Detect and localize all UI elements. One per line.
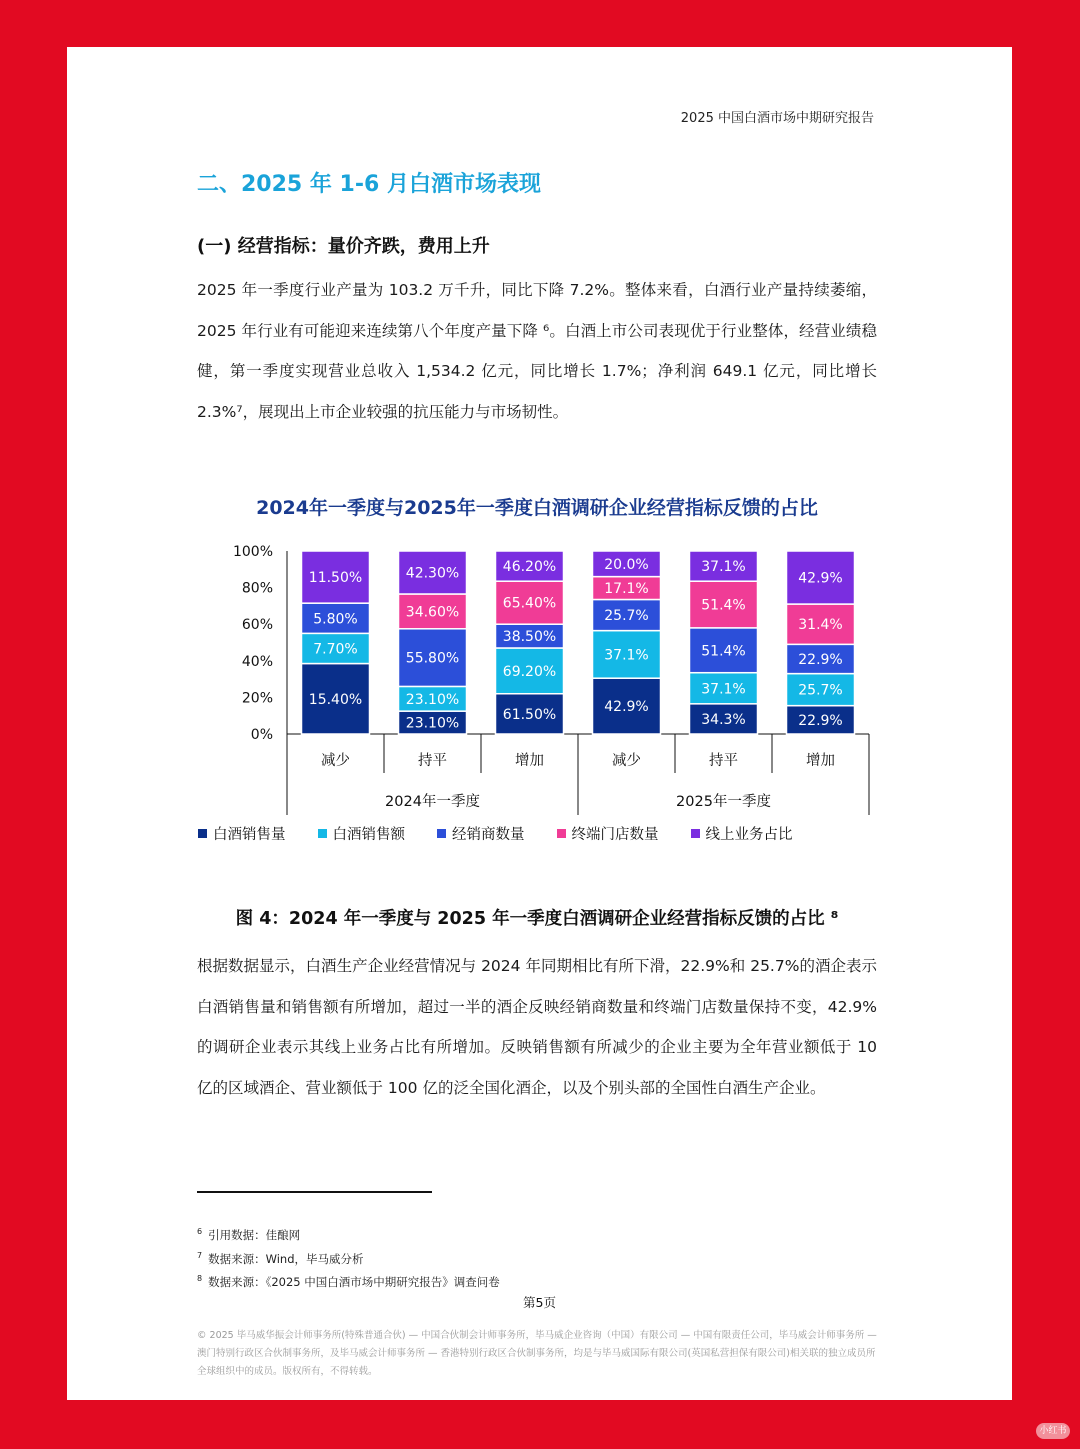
y-tick-label: 100% bbox=[232, 544, 273, 560]
footnotes bbox=[197, 1220, 500, 1291]
data-label: 42.9% bbox=[604, 699, 649, 716]
data-label: 25.7% bbox=[798, 682, 843, 699]
data-label: 42.9% bbox=[798, 570, 843, 587]
report-page bbox=[67, 47, 1012, 1400]
data-label: 34.60% bbox=[405, 604, 460, 621]
data-label: 55.80% bbox=[405, 650, 460, 667]
data-label: 22.9% bbox=[798, 712, 843, 729]
category-label: 减少 bbox=[321, 753, 350, 769]
legend-swatch bbox=[198, 829, 207, 838]
footnote-item: $^7$ 数据来源：Wind，毕马威分析 bbox=[197, 1250, 364, 1266]
sub-heading: (一) 经营指标：量价齐跌，费用上升 bbox=[197, 236, 490, 257]
y-tick-label: 60% bbox=[241, 617, 273, 634]
footnote-item: $^6$ 引用数据：佳酿网 bbox=[197, 1227, 301, 1242]
data-label: 37.1% bbox=[701, 681, 746, 698]
data-label: 15.40% bbox=[308, 691, 363, 708]
data-label: 34.3% bbox=[701, 711, 746, 728]
legend-swatch bbox=[557, 829, 566, 838]
legend-item: 线上业务占比 bbox=[691, 823, 793, 844]
report-header-title: 2025 中国白酒市场中期研究报告 bbox=[680, 111, 874, 126]
data-label: 38.50% bbox=[502, 629, 557, 646]
watermark-badge: 小红书 bbox=[1036, 1423, 1070, 1439]
legend-item: 终端门店数量 bbox=[557, 823, 659, 844]
legend-swatch bbox=[318, 829, 327, 838]
data-label: 51.4% bbox=[701, 643, 746, 660]
body-paragraph-1: 2025 年一季度行业产量为 103.2 万千升，同比下降 7.2%。整体来看，白酒行业产量持续萎缩，2025 年行业有可能迎来连续第八个年度产量下降 ⁶。白酒上市公司表现优于行业整体，经营业绩稳健，第一季度实现营业总收入 1,534.2 亿元，同比增长 1.7%；净利润 649.1 亿元，同比增长 2.3%⁷，展现出上市企业较强的抗压能力与市场韧性。 bbox=[197, 281, 877, 421]
data-label: 20.0% bbox=[604, 556, 649, 573]
legend-item: 经销商数量 bbox=[437, 823, 525, 844]
section-heading: 二、2025 年 1-6 月白酒市场表现 bbox=[197, 172, 541, 197]
legend-swatch bbox=[437, 829, 446, 838]
chart-title: 2024年一季度与2025年一季度白酒调研企业经营指标反馈的占比 bbox=[256, 497, 818, 519]
chart-legend bbox=[198, 823, 878, 844]
data-label: 65.40% bbox=[502, 595, 557, 612]
legend-swatch bbox=[691, 829, 700, 838]
data-label: 25.7% bbox=[604, 608, 649, 625]
category-label: 减少 bbox=[612, 753, 641, 769]
y-tick-label: 0% bbox=[250, 727, 273, 743]
data-label: 69.20% bbox=[502, 663, 557, 680]
data-label: 51.4% bbox=[701, 597, 746, 614]
category-label: 增加 bbox=[515, 753, 544, 769]
data-label: 11.50% bbox=[308, 570, 363, 587]
group-label: 2024年一季度 bbox=[385, 794, 480, 810]
y-tick-label: 40% bbox=[241, 653, 273, 670]
data-label: 23.10% bbox=[405, 715, 460, 732]
legend-item: 白酒销售量 bbox=[198, 823, 286, 844]
footnote-divider bbox=[197, 1191, 432, 1193]
figure-caption: 图 4：2024 年一季度与 2025 年一季度白酒调研企业经营指标反馈的占比 ⁸ bbox=[235, 909, 839, 929]
legend-item: 白酒销售额 bbox=[318, 823, 406, 844]
legal-notice: © 2025 毕马威华振会计师事务所(特殊普通合伙) — 中国合伙制会计师事务所，毕马威企业咨询（中国）有限公司 — 中国有限责任公司，毕马威会计师事务所 — 澳门特别行政区合伙制事务所，及毕马威会计师事务所 — 香港特别行政区合伙制事务所，均是与毕马威国际有限公司(英国私营担保有限公司)相关联的独立成员所全球组织中的成员。版权所有，不得转载。 bbox=[197, 1330, 877, 1377]
category-label: 持平 bbox=[709, 753, 738, 769]
data-label: 22.9% bbox=[798, 651, 843, 668]
stacked-bar-chart bbox=[217, 533, 957, 873]
data-label: 46.20% bbox=[502, 559, 557, 576]
data-label: 23.10% bbox=[405, 691, 460, 708]
data-label: 5.80% bbox=[313, 611, 358, 628]
data-label: 42.30% bbox=[405, 565, 460, 582]
data-label: 37.1% bbox=[604, 647, 649, 664]
footnote-item: $^8$ 数据来源：《2025 中国白酒市场中期研究报告》调查问卷 bbox=[197, 1274, 500, 1289]
data-label: 31.4% bbox=[798, 617, 843, 634]
page-number: 第5页 bbox=[523, 1295, 556, 1310]
data-label: 37.1% bbox=[701, 559, 746, 576]
group-label: 2025年一季度 bbox=[676, 794, 771, 810]
y-tick-label: 80% bbox=[241, 580, 273, 597]
data-label: 17.1% bbox=[604, 581, 649, 598]
body-paragraph-2: 根据数据显示，白酒生产企业经营情况与 2024 年同期相比有所下滑，22.9%和 25.7%的酒企表示白酒销售量和销售额有所增加，超过一半的酒企反映经销商数量和终端门店数量保持不变，42.9%的调研企业表示其线上业务占比有所增加。反映销售额有所减少的企业主要为全年营业额低于 10 亿的区域酒企、营业额低于 100 亿的泛全国化酒企，以及个别头部的全国性白酒生产企业。 bbox=[197, 957, 877, 1097]
y-tick-label: 20% bbox=[241, 690, 273, 707]
category-label: 持平 bbox=[418, 753, 447, 769]
data-label: 61.50% bbox=[502, 706, 557, 723]
category-label: 增加 bbox=[806, 753, 835, 769]
data-label: 7.70% bbox=[313, 641, 358, 658]
